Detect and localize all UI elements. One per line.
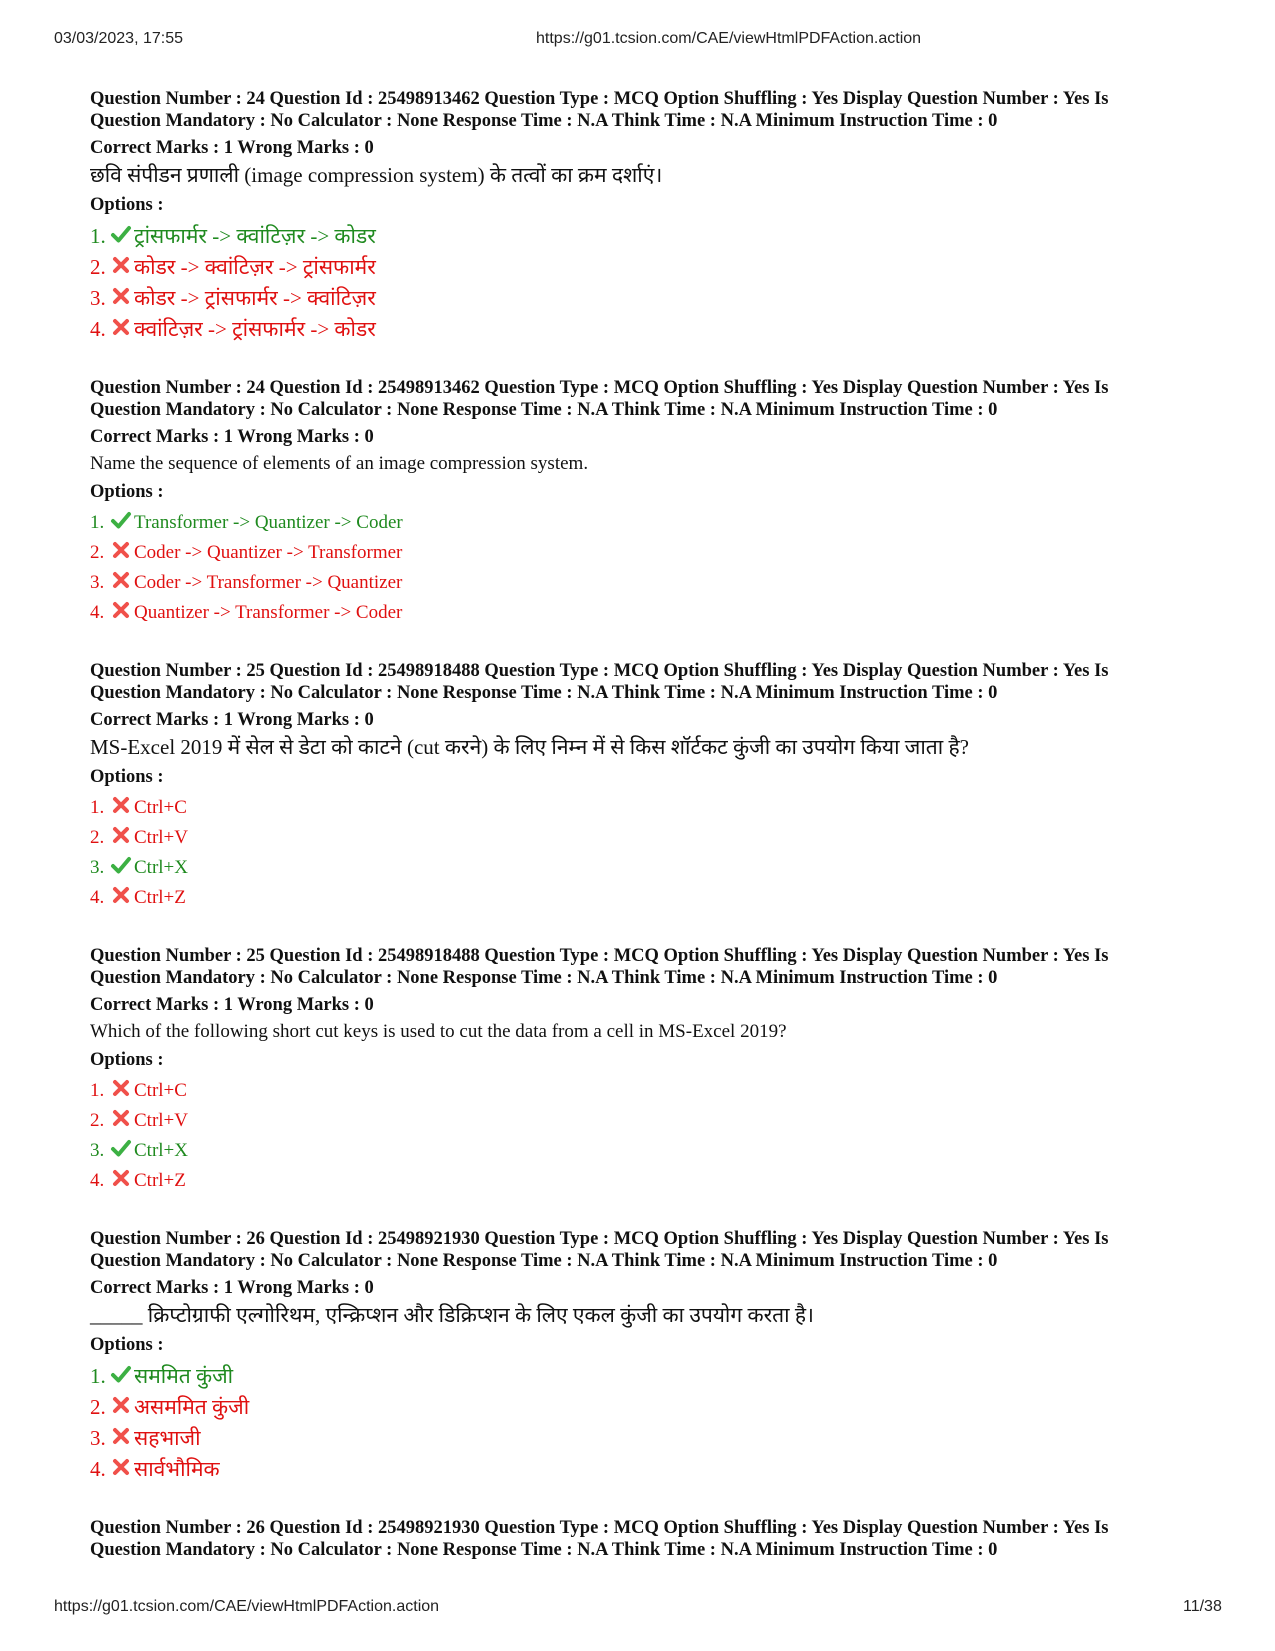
option-number: 2.: [90, 1395, 106, 1419]
option-2: [90, 1106, 1200, 1136]
option-text: Ctrl+V: [134, 1110, 188, 1131]
option-number: 3.: [90, 572, 105, 593]
option-text: सार्वभौमिक: [134, 1457, 220, 1481]
check-icon: [110, 509, 132, 531]
question-meta: Question Number : 25 Question Id : 25498918488 Question Type : MCQ Option Shuffling : Yes Display Question Number : Yes Is Question Mandatory : No Calculator : None Response Time : N.A Think Time : N.A Minimum Instruction Time : 0: [90, 661, 1109, 703]
option-3: [90, 1136, 1200, 1166]
option-1: [90, 508, 1200, 538]
option-text: Ctrl+C: [134, 797, 187, 818]
question-meta: Question Number : 26 Question Id : 25498921930 Question Type : MCQ Option Shuffling : Yes Display Question Number : Yes Is Question Mandatory : No Calculator : None Response Time : N.A Think Time : N.A Minimum Instruction Time : 0: [90, 1229, 1109, 1271]
option-1: [90, 221, 1200, 252]
option-number: 1.: [90, 1364, 106, 1388]
option-4: [90, 1454, 1200, 1485]
question-marks: Correct Marks : 1 Wrong Marks : 0: [90, 138, 374, 158]
option-number: 2.: [90, 255, 106, 279]
print-header: [0, 30, 1275, 52]
question-text: MS-Excel 2019 में सेल से डेटा को काटने (cut करने) के लिए निम्न में से किस शॉर्टकट कुंजी का उपयोग किया जाता है?: [90, 735, 969, 759]
option-text: Ctrl+Z: [134, 887, 186, 908]
option-1: [90, 1076, 1200, 1106]
cross-icon: [110, 1456, 132, 1478]
page-number: 11/38: [1183, 1598, 1222, 1615]
option-number: 3.: [90, 286, 106, 310]
option-text: Coder -> Quantizer -> Transformer: [134, 542, 403, 563]
question-text: छवि संपीडन प्रणाली (image compression system) के तत्वों का क्रम दर्शाएं।: [90, 163, 663, 187]
question-marks: Correct Marks : 1 Wrong Marks : 0: [90, 710, 374, 730]
option-number: 2.: [90, 542, 105, 563]
option-text: कोडर -> ट्रांसफार्मर -> क्वांटिज़र: [134, 286, 376, 310]
question-block: [90, 88, 1200, 345]
question-meta: Question Number : 25 Question Id : 25498918488 Question Type : MCQ Option Shuffling : Yes Display Question Number : Yes Is Question Mandatory : No Calculator : None Response Time : N.A Think Time : N.A Minimum Instruction Time : 0: [90, 946, 1109, 988]
options-heading: Options :: [90, 482, 164, 502]
option-text: Ctrl+V: [134, 827, 188, 848]
option-2: [90, 252, 1200, 283]
option-number: 3.: [90, 1426, 106, 1450]
question-meta: Question Number : 24 Question Id : 25498913462 Question Type : MCQ Option Shuffling : Yes Display Question Number : Yes Is Question Mandatory : No Calculator : None Response Time : N.A Think Time : N.A Minimum Instruction Time : 0: [90, 378, 1109, 420]
option-text: ट्रांसफार्मर -> क्वांटिज़र -> कोडर: [134, 224, 376, 248]
question-meta: Question Number : 24 Question Id : 25498913462 Question Type : MCQ Option Shuffling : Yes Display Question Number : Yes Is Question Mandatory : No Calculator : None Response Time : N.A Think Time : N.A Minimum Instruction Time : 0: [90, 89, 1109, 131]
option-1: [90, 793, 1200, 823]
options-list: [90, 793, 1200, 913]
question-block: [90, 945, 1200, 1196]
options-heading: Options :: [90, 1335, 164, 1355]
option-text: असममित कुंजी: [134, 1395, 250, 1419]
option-number: 1.: [90, 224, 106, 248]
cross-icon: [110, 1425, 132, 1447]
option-2: [90, 538, 1200, 568]
option-number: 3.: [90, 857, 105, 878]
check-icon: [110, 1137, 132, 1159]
option-number: 4.: [90, 602, 105, 623]
check-icon: [110, 1363, 132, 1385]
option-1: [90, 1361, 1200, 1392]
cross-icon: [110, 884, 132, 906]
option-3: [90, 1423, 1200, 1454]
question-marks: Correct Marks : 1 Wrong Marks : 0: [90, 427, 374, 447]
question-block: [90, 377, 1200, 628]
print-footer-url[interactable]: https://g01.tcsion.com/CAE/viewHtmlPDFAction.action: [54, 1598, 440, 1615]
option-2: [90, 823, 1200, 853]
option-4: [90, 314, 1200, 345]
cross-icon: [110, 794, 132, 816]
option-3: [90, 283, 1200, 314]
cross-icon: [110, 316, 132, 338]
option-number: 4.: [90, 887, 105, 908]
question-list: [90, 88, 1200, 1561]
options-list: [90, 1361, 1200, 1485]
option-number: 4.: [90, 1457, 106, 1481]
check-icon: [110, 854, 132, 876]
options-heading: Options :: [90, 1050, 164, 1070]
option-number: 1.: [90, 797, 105, 818]
option-text: Ctrl+X: [134, 857, 188, 878]
option-4: [90, 598, 1200, 628]
question-text: Name the sequence of elements of an image compression system.: [90, 453, 589, 474]
option-3: [90, 568, 1200, 598]
option-text: कोडर -> क्वांटिज़र -> ट्रांसफार्मर: [134, 255, 376, 279]
option-text: Ctrl+Z: [134, 1170, 186, 1191]
options-list: [90, 221, 1200, 345]
cross-icon: [110, 539, 132, 561]
question-meta: Question Number : 26 Question Id : 25498921930 Question Type : MCQ Option Shuffling : Yes Display Question Number : Yes Is Question Mandatory : No Calculator : None Response Time : N.A Think Time : N.A Minimum Instruction Time : 0: [90, 1518, 1109, 1560]
question-block: [90, 1517, 1200, 1561]
question-block: [90, 660, 1200, 913]
cross-icon: [110, 1394, 132, 1416]
option-4: [90, 883, 1200, 913]
question-marks: Correct Marks : 1 Wrong Marks : 0: [90, 1278, 374, 1298]
option-number: 2.: [90, 827, 105, 848]
cross-icon: [110, 599, 132, 621]
option-number: 2.: [90, 1110, 105, 1131]
option-number: 3.: [90, 1140, 105, 1161]
option-number: 1.: [90, 1080, 105, 1101]
options-list: [90, 1076, 1200, 1196]
check-icon: [110, 223, 132, 245]
cross-icon: [110, 254, 132, 276]
option-number: 4.: [90, 317, 106, 341]
question-text: Which of the following short cut keys is used to cut the data from a cell in MS-Excel 2019?: [90, 1021, 787, 1042]
cross-icon: [110, 1167, 132, 1189]
option-text: Coder -> Transformer -> Quantizer: [134, 572, 403, 593]
print-footer: [0, 1598, 1275, 1620]
options-heading: Options :: [90, 767, 164, 787]
option-3: [90, 853, 1200, 883]
option-2: [90, 1392, 1200, 1423]
print-header-url[interactable]: https://g01.tcsion.com/CAE/viewHtmlPDFAction.action: [536, 30, 922, 47]
question-block: [90, 1228, 1200, 1485]
options-heading: Options :: [90, 195, 164, 215]
question-marks: Correct Marks : 1 Wrong Marks : 0: [90, 995, 374, 1015]
print-datetime: 03/03/2023, 17:55: [54, 30, 184, 47]
question-text: _____ क्रिप्टोग्राफी एल्गोरिथम, एन्क्रिप्शन और डिक्रिप्शन के लिए एकल कुंजी का उपयोग करता है।: [90, 1303, 814, 1327]
option-text: सममित कुंजी: [134, 1364, 234, 1388]
cross-icon: [110, 569, 132, 591]
cross-icon: [110, 1107, 132, 1129]
option-text: Ctrl+C: [134, 1080, 187, 1101]
option-text: क्वांटिज़र -> ट्रांसफार्मर -> कोडर: [134, 317, 376, 341]
option-4: [90, 1166, 1200, 1196]
option-number: 1.: [90, 512, 105, 533]
option-text: सहभाजी: [134, 1426, 201, 1450]
cross-icon: [110, 824, 132, 846]
option-text: Ctrl+X: [134, 1140, 188, 1161]
option-text: Transformer -> Quantizer -> Coder: [134, 512, 403, 533]
cross-icon: [110, 285, 132, 307]
options-list: [90, 508, 1200, 628]
option-number: 4.: [90, 1170, 105, 1191]
option-text: Quantizer -> Transformer -> Coder: [134, 602, 403, 623]
cross-icon: [110, 1077, 132, 1099]
